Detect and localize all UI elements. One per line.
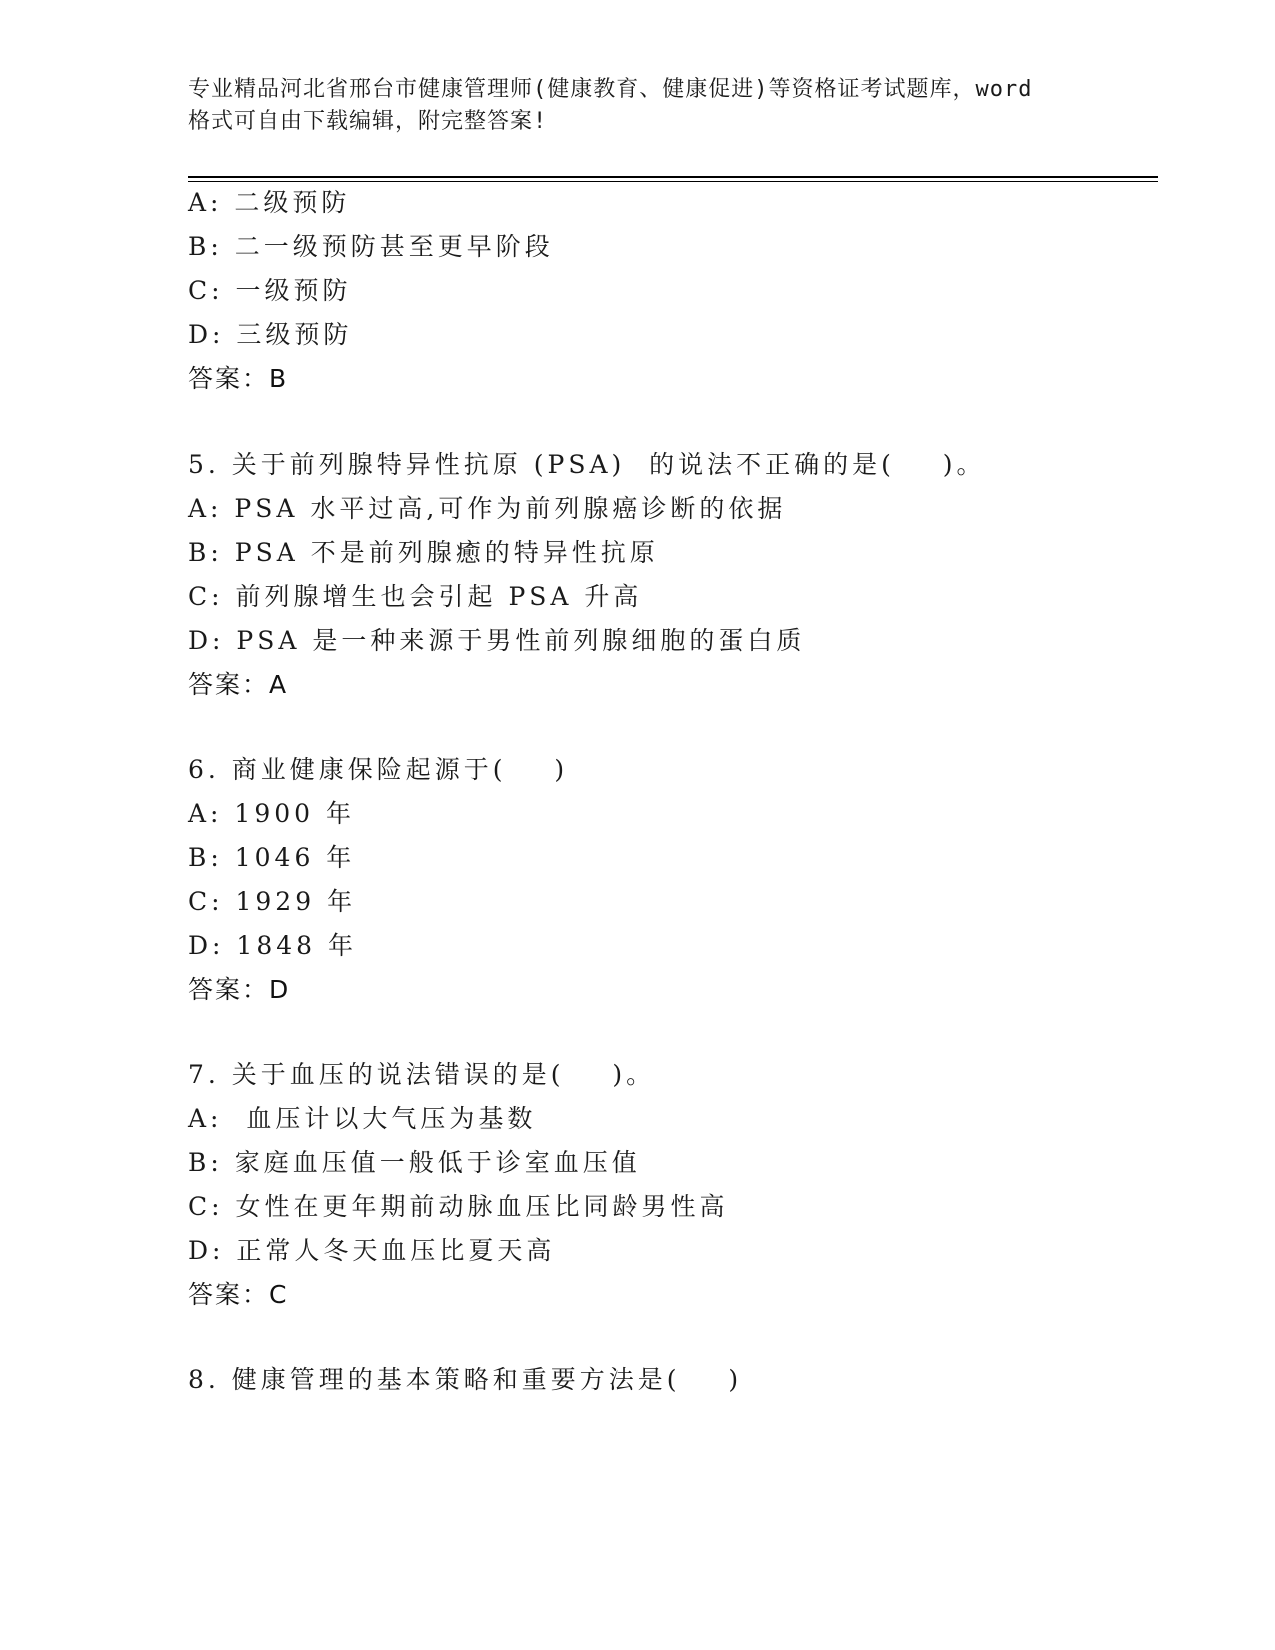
q7-option-c: C: 女性在更年期前动脉血压比同龄男性高: [188, 1192, 729, 1221]
q4-option-d: D: 三级预防: [188, 320, 353, 349]
header-divider-thick: [188, 176, 1158, 178]
q5-option-c: C: 前列腺增生也会引起 PSA 升高: [188, 582, 643, 611]
q6-option-c: C: 1929 年: [188, 887, 357, 916]
q5-option-d: D: PSA 是一种来源于男性前列腺细胞的蛋白质: [188, 626, 806, 655]
q6-option-a: A: 1900 年: [188, 799, 355, 828]
q4-option-c: C: 一级预防: [188, 276, 352, 305]
q7-question: 7. 关于血压的说法错误的是( )。: [188, 1060, 656, 1089]
q4-option-a: A: 二级预防: [188, 188, 351, 217]
q6-option-b: B: 1046 年: [188, 843, 356, 872]
q4-option-b: B: 二一级预防甚至更早阶段: [188, 232, 554, 261]
header-divider-thin: [188, 181, 1158, 182]
q5-option-a: A: PSA 水平过高,可作为前列腺癌诊断的依据: [188, 494, 787, 523]
q5-answer: 答案：A: [188, 670, 289, 699]
q7-option-b: B: 家庭血压值一般低于诊室血压值: [188, 1148, 641, 1177]
q6-option-d: D: 1848 年: [188, 931, 357, 960]
q4-answer: 答案：B: [188, 364, 289, 393]
q8-question: 8. 健康管理的基本策略和重要方法是( ): [188, 1365, 743, 1394]
q6-question: 6. 商业健康保险起源于( ): [188, 755, 569, 784]
q5-option-b: B: PSA 不是前列腺癒的特异性抗原: [188, 538, 659, 567]
q7-option-a: A: 血压计以大气压为基数: [188, 1104, 537, 1133]
q7-answer: 答案：C: [188, 1280, 289, 1309]
q6-answer: 答案：D: [188, 975, 291, 1004]
header-line-1: 专业精品河北省邢台市健康管理师(健康教育、健康促进)等资格证考试题库，word: [188, 77, 1033, 102]
header-line-2: 格式可自由下载编辑，附完整答案!: [188, 109, 548, 134]
q7-option-d: D: 正常人冬天血压比夏天高: [188, 1236, 556, 1265]
q5-question: 5. 关于前列腺特异性抗原 (PSA) 的说法不正确的是( )。: [188, 450, 986, 479]
document-header: [188, 74, 1098, 138]
